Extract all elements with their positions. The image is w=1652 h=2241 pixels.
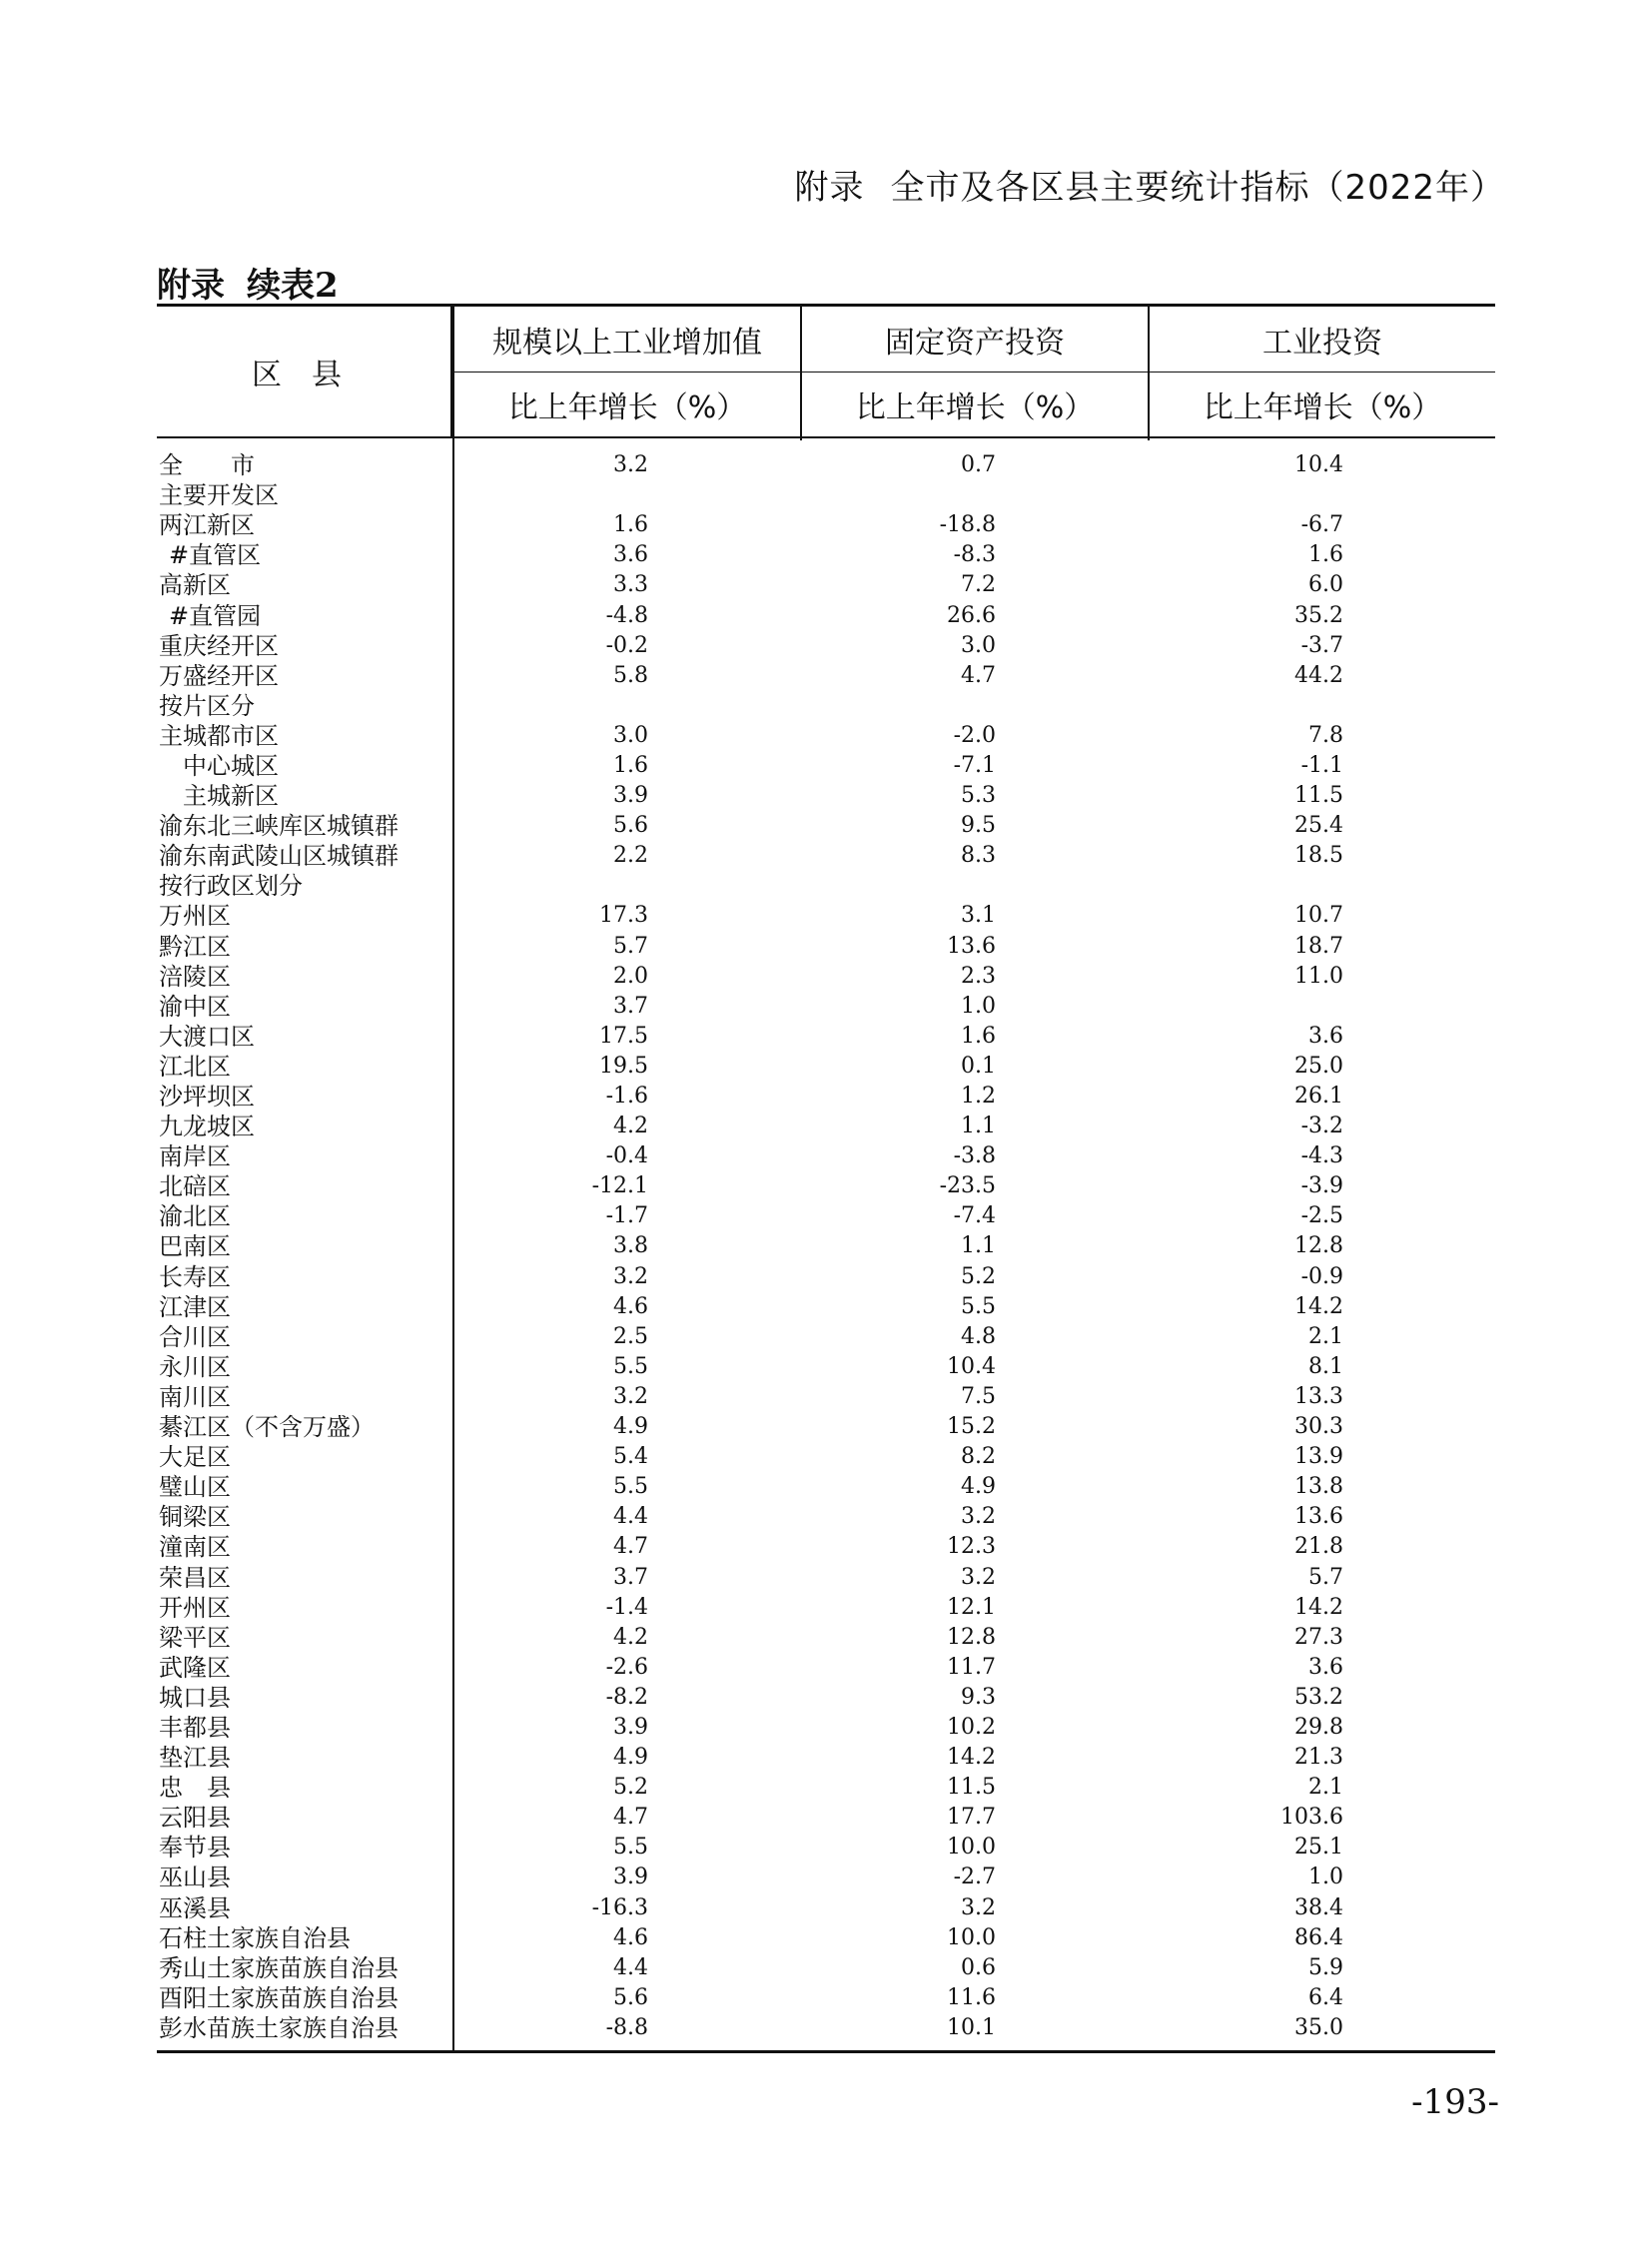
fixed-asset-investment-growth: 4.8: [961, 1323, 996, 1349]
industrial-value-added-growth: 3.9: [613, 1865, 648, 1890]
industrial-value-added-growth: 5.2: [613, 1775, 648, 1801]
table-row: [157, 1773, 1495, 1803]
district-name: 彭水苗族土家族自治县: [159, 2013, 399, 2042]
district-name: 万州区: [159, 902, 231, 931]
table-row: [157, 540, 1495, 570]
page-number: -193-: [1411, 2082, 1499, 2122]
industrial-value-added-growth: 5.5: [613, 1353, 648, 1379]
fixed-asset-investment-growth: 1.0: [961, 993, 996, 1019]
table-row: [157, 1532, 1495, 1562]
industrial-investment-growth: -6.7: [1300, 512, 1343, 538]
district-name: 高新区: [159, 571, 231, 600]
fixed-asset-investment-growth: 11.7: [947, 1654, 996, 1680]
industrial-investment-growth: -0.9: [1300, 1263, 1343, 1289]
industrial-investment-growth: 86.4: [1294, 1924, 1343, 1950]
district-name: 垫江县: [159, 1744, 231, 1773]
district-name: 奉节县: [159, 1834, 231, 1863]
industrial-investment-growth: 38.4: [1294, 1894, 1343, 1920]
district-name: 黔江区: [159, 932, 231, 961]
industrial-value-added-growth: 5.4: [613, 1444, 648, 1470]
district-name: 万盛经开区: [159, 661, 279, 690]
industrial-investment-growth: -3.9: [1300, 1173, 1343, 1199]
district-name: 秀山土家族苗族自治县: [159, 1953, 399, 1982]
table-row: [157, 1171, 1495, 1201]
table-row: [157, 1022, 1495, 1052]
table-row: [157, 1653, 1495, 1683]
fixed-asset-investment-growth: 3.0: [961, 632, 996, 658]
district-name: 主要开发区: [159, 481, 279, 510]
table-row: [157, 1082, 1495, 1112]
district-name: 忠 县: [159, 1774, 231, 1803]
table-row: [157, 1713, 1495, 1743]
fixed-asset-investment-growth: 9.5: [961, 813, 996, 839]
industrial-investment-growth: 53.2: [1294, 1684, 1343, 1710]
industrial-value-added-growth: 4.7: [613, 1534, 648, 1560]
table-row: [157, 932, 1495, 962]
industrial-investment-growth: 18.5: [1294, 843, 1343, 869]
fixed-asset-investment-growth: 9.3: [961, 1684, 996, 1710]
industrial-value-added-growth: -2.6: [605, 1654, 648, 1680]
industrial-investment-growth: 10.7: [1294, 903, 1343, 929]
column-divider: [1148, 307, 1150, 440]
table-title: [157, 258, 339, 307]
district-name: 开州区: [159, 1593, 231, 1622]
district-name: 九龙坡区: [159, 1113, 255, 1141]
industrial-investment-growth: 26.1: [1294, 1084, 1343, 1110]
fixed-asset-investment-growth: 8.3: [961, 843, 996, 869]
district-name: 渝北区: [159, 1202, 231, 1231]
industrial-value-added-growth: 4.9: [613, 1745, 648, 1771]
industrial-value-added-growth: -4.8: [605, 602, 648, 628]
table-row: [157, 1953, 1495, 1983]
industrial-value-added-growth: 3.8: [613, 1233, 648, 1259]
fixed-asset-investment-growth: 11.6: [947, 1984, 996, 2010]
table-row: [157, 871, 1495, 901]
column-header-industrial-investment: 工业投资: [1150, 307, 1495, 373]
table-row: [157, 1833, 1495, 1863]
industrial-value-added-growth: 4.2: [613, 1624, 648, 1650]
table-row: [157, 661, 1495, 691]
fixed-asset-investment-growth: 5.5: [961, 1293, 996, 1319]
fixed-asset-investment-growth: 10.4: [947, 1353, 996, 1379]
district-name: 潼南区: [159, 1533, 231, 1562]
district-name: #直管园: [169, 601, 262, 630]
industrial-value-added-growth: 4.6: [613, 1293, 648, 1319]
industrial-investment-growth: -3.7: [1300, 632, 1343, 658]
industrial-value-added-growth: 3.2: [613, 1263, 648, 1289]
district-name: 南川区: [159, 1382, 231, 1411]
fixed-asset-investment-growth: 4.7: [961, 662, 996, 688]
table-row: [157, 1623, 1495, 1653]
industrial-investment-growth: 12.8: [1294, 1233, 1343, 1259]
district-name: 主城新区: [183, 782, 279, 811]
industrial-value-added-growth: 5.6: [613, 1984, 648, 2010]
industrial-investment-growth: 25.0: [1294, 1053, 1343, 1079]
fixed-asset-investment-growth: 10.0: [947, 1835, 996, 1861]
industrial-investment-growth: 27.3: [1294, 1624, 1343, 1650]
industrial-investment-growth: -4.3: [1300, 1143, 1343, 1169]
industrial-investment-growth: 13.8: [1294, 1474, 1343, 1500]
fixed-asset-investment-growth: 12.8: [947, 1624, 996, 1650]
table-row: [157, 962, 1495, 992]
fixed-asset-investment-growth: 5.3: [961, 783, 996, 809]
fixed-asset-investment-growth: 0.1: [961, 1053, 996, 1079]
industrial-value-added-growth: 3.0: [613, 722, 648, 748]
fixed-asset-investment-growth: -2.0: [953, 722, 996, 748]
table-row: [157, 841, 1495, 871]
column-header-fixed-asset-investment: 固定资产投资: [802, 307, 1148, 373]
fixed-asset-investment-growth: 2.3: [961, 963, 996, 989]
table-row: [157, 1412, 1495, 1442]
table-row: [157, 1983, 1495, 2013]
fixed-asset-investment-growth: 13.6: [947, 933, 996, 959]
district-name: 巫溪县: [159, 1893, 231, 1922]
table-row: [157, 1683, 1495, 1713]
industrial-value-added-growth: -0.2: [605, 632, 648, 658]
district-name: 南岸区: [159, 1142, 231, 1171]
fixed-asset-investment-growth: 1.1: [961, 1114, 996, 1139]
industrial-value-added-growth: 19.5: [599, 1053, 648, 1079]
fixed-asset-investment-growth: -3.8: [953, 1143, 996, 1169]
industrial-value-added-growth: 5.8: [613, 662, 648, 688]
industrial-investment-growth: 14.2: [1294, 1594, 1343, 1620]
fixed-asset-investment-growth: 4.9: [961, 1474, 996, 1500]
district-name: 巴南区: [159, 1232, 231, 1261]
industrial-investment-growth: 7.8: [1308, 722, 1343, 748]
fixed-asset-investment-growth: -7.1: [953, 752, 996, 778]
industrial-value-added-growth: 17.5: [599, 1023, 648, 1049]
district-name: 城口县: [159, 1683, 231, 1712]
industrial-value-added-growth: 3.9: [613, 1714, 648, 1740]
fixed-asset-investment-growth: 15.2: [947, 1414, 996, 1440]
table-row: [157, 1262, 1495, 1292]
district-name: 渝中区: [159, 992, 231, 1021]
district-name: 璧山区: [159, 1473, 231, 1502]
industrial-value-added-growth: -1.4: [605, 1594, 648, 1620]
district-name: 两江新区: [159, 511, 255, 540]
table-row: [157, 1382, 1495, 1412]
industrial-value-added-growth: 4.9: [613, 1414, 648, 1440]
fixed-asset-investment-growth: 10.0: [947, 1924, 996, 1950]
running-header-title: 全市及各区县主要统计指标（2022年）: [890, 168, 1505, 208]
industrial-investment-growth: 1.0: [1308, 1865, 1343, 1890]
industrial-investment-growth: 35.0: [1294, 2014, 1343, 2040]
industrial-value-added-growth: 4.2: [613, 1114, 648, 1139]
industrial-value-added-growth: 2.2: [613, 843, 648, 869]
industrial-investment-growth: 13.9: [1294, 1444, 1343, 1470]
industrial-investment-growth: -3.2: [1300, 1114, 1343, 1139]
district-name: #直管区: [169, 541, 262, 570]
table-row: [157, 1141, 1495, 1171]
fixed-asset-investment-growth: 7.5: [961, 1383, 996, 1409]
district-name: 铜梁区: [159, 1503, 231, 1532]
district-name: 荣昌区: [159, 1563, 231, 1592]
table-row: [157, 1743, 1495, 1773]
industrial-value-added-growth: -8.8: [605, 2014, 648, 2040]
industrial-value-added-growth: 5.7: [613, 933, 648, 959]
district-name: 大足区: [159, 1443, 231, 1472]
fixed-asset-investment-growth: -7.4: [953, 1203, 996, 1229]
district-name: 沙坪坝区: [159, 1083, 255, 1112]
fixed-asset-investment-growth: 3.2: [961, 1894, 996, 1920]
industrial-investment-growth: 6.0: [1308, 572, 1343, 598]
industrial-investment-growth: 13.6: [1294, 1504, 1343, 1530]
industrial-value-added-growth: -0.4: [605, 1143, 648, 1169]
industrial-value-added-growth: 1.6: [613, 512, 648, 538]
table-title-name: 续表2: [247, 266, 339, 306]
fixed-asset-investment-growth: 10.2: [947, 1714, 996, 1740]
industrial-investment-growth: 29.8: [1294, 1714, 1343, 1740]
table-row: [157, 1502, 1495, 1532]
district-name: 綦江区（不含万盛）: [159, 1413, 375, 1442]
district-name: 按行政区划分: [159, 872, 303, 901]
column-divider: [800, 307, 802, 440]
district-name: 石柱土家族自治县: [159, 1923, 351, 1952]
table-row: [157, 901, 1495, 931]
district-name: 武隆区: [159, 1653, 231, 1682]
industrial-investment-growth: -1.1: [1300, 752, 1343, 778]
industrial-value-added-growth: 3.7: [613, 1564, 648, 1590]
industrial-investment-growth: 13.3: [1294, 1383, 1343, 1409]
fixed-asset-investment-growth: -18.8: [939, 512, 996, 538]
industrial-investment-growth: 11.5: [1294, 783, 1343, 809]
table-row: [157, 1593, 1495, 1623]
table-title-prefix: 附录: [157, 266, 225, 306]
industrial-investment-growth: 8.1: [1308, 1353, 1343, 1379]
district-name: 江津区: [159, 1292, 231, 1321]
district-name: 渝东南武陵山区城镇群: [159, 842, 399, 871]
district-name: 梁平区: [159, 1623, 231, 1652]
district-name: 主城都市区: [159, 721, 279, 750]
column-header-industrial-value-added: 规模以上工业增加值: [454, 307, 800, 373]
industrial-investment-growth: 25.1: [1294, 1835, 1343, 1861]
industrial-value-added-growth: 17.3: [599, 903, 648, 929]
industrial-investment-growth: 2.1: [1308, 1323, 1343, 1349]
industrial-investment-growth: 3.6: [1308, 1023, 1343, 1049]
table-row: [157, 1231, 1495, 1261]
industrial-value-added-growth: 4.7: [613, 1805, 648, 1831]
table-row: [157, 1201, 1495, 1231]
table-row: [157, 1923, 1495, 1953]
district-name: 渝东北三峡库区城镇群: [159, 812, 399, 841]
fixed-asset-investment-growth: -2.7: [953, 1865, 996, 1890]
industrial-value-added-growth: 3.2: [613, 452, 648, 478]
industrial-value-added-growth: 5.5: [613, 1474, 648, 1500]
district-name: 重庆经开区: [159, 631, 279, 660]
industrial-investment-growth: 6.4: [1308, 1984, 1343, 2010]
industrial-value-added-growth: 4.4: [613, 1504, 648, 1530]
industrial-value-added-growth: -8.2: [605, 1684, 648, 1710]
district-name: 云阳县: [159, 1804, 231, 1833]
district-name: 丰都县: [159, 1713, 231, 1742]
industrial-investment-growth: 103.6: [1280, 1805, 1343, 1831]
fixed-asset-investment-growth: 8.2: [961, 1444, 996, 1470]
table-row: [157, 510, 1495, 540]
column-subheader-growth-2: 比上年增长（%）: [802, 373, 1148, 438]
industrial-investment-growth: 30.3: [1294, 1414, 1343, 1440]
table-row: [157, 1112, 1495, 1141]
industrial-value-added-growth: 2.0: [613, 963, 648, 989]
table-body: [157, 450, 1495, 2043]
table-row: [157, 721, 1495, 751]
district-name: 按片区分: [159, 691, 255, 720]
column-subheader-growth-1: 比上年增长（%）: [454, 373, 800, 438]
table-row: [157, 1322, 1495, 1352]
fixed-asset-investment-growth: 1.1: [961, 1233, 996, 1259]
table-row: [157, 1893, 1495, 1923]
industrial-investment-growth: 44.2: [1294, 662, 1343, 688]
industrial-investment-growth: 11.0: [1294, 963, 1343, 989]
industrial-investment-growth: 25.4: [1294, 813, 1343, 839]
industrial-investment-growth: 10.4: [1294, 452, 1343, 478]
fixed-asset-investment-growth: 3.2: [961, 1564, 996, 1590]
industrial-investment-growth: -2.5: [1300, 1203, 1343, 1229]
fixed-asset-investment-growth: -8.3: [953, 542, 996, 568]
district-name: 大渡口区: [159, 1022, 255, 1051]
industrial-investment-growth: 21.3: [1294, 1745, 1343, 1771]
table-row: [157, 1472, 1495, 1502]
table-row: [157, 600, 1495, 630]
table-row: [157, 751, 1495, 781]
district-name: 长寿区: [159, 1262, 231, 1291]
industrial-value-added-growth: 1.6: [613, 752, 648, 778]
fixed-asset-investment-growth: 0.7: [961, 452, 996, 478]
district-name: 中心城区: [183, 751, 279, 780]
industrial-value-added-growth: 3.7: [613, 993, 648, 1019]
industrial-value-added-growth: 3.2: [613, 1383, 648, 1409]
table-row: [157, 992, 1495, 1022]
industrial-value-added-growth: -1.6: [605, 1084, 648, 1110]
industrial-value-added-growth: -1.7: [605, 1203, 648, 1229]
table-row: [157, 781, 1495, 811]
table-row: [157, 1442, 1495, 1472]
district-name: 北碚区: [159, 1172, 231, 1201]
district-name: 永川区: [159, 1352, 231, 1381]
industrial-value-added-growth: -12.1: [591, 1173, 648, 1199]
table-row: [157, 1292, 1495, 1322]
industrial-investment-growth: 2.1: [1308, 1775, 1343, 1801]
fixed-asset-investment-growth: 3.2: [961, 1504, 996, 1530]
fixed-asset-investment-growth: 10.1: [947, 2014, 996, 2040]
industrial-investment-growth: 3.6: [1308, 1654, 1343, 1680]
industrial-value-added-growth: -16.3: [591, 1894, 648, 1920]
table-row: [157, 480, 1495, 510]
fixed-asset-investment-growth: 14.2: [947, 1745, 996, 1771]
district-name: 全 市: [159, 451, 255, 480]
fixed-asset-investment-growth: 1.6: [961, 1023, 996, 1049]
table-row: [157, 1052, 1495, 1082]
fixed-asset-investment-growth: 7.2: [961, 572, 996, 598]
table-row: [157, 691, 1495, 721]
fixed-asset-investment-growth: 0.6: [961, 1954, 996, 1980]
industrial-value-added-growth: 5.6: [613, 813, 648, 839]
industrial-investment-growth: 35.2: [1294, 602, 1343, 628]
table-row: [157, 1352, 1495, 1382]
fixed-asset-investment-growth: 1.2: [961, 1084, 996, 1110]
table-row: [157, 811, 1495, 841]
industrial-investment-growth: 5.7: [1308, 1564, 1343, 1590]
fixed-asset-investment-growth: 12.3: [947, 1534, 996, 1560]
fixed-asset-investment-growth: 12.1: [947, 1594, 996, 1620]
fixed-asset-investment-growth: 17.7: [947, 1805, 996, 1831]
running-header-section: 附录: [794, 168, 865, 208]
column-subheader-growth-3: 比上年增长（%）: [1150, 373, 1495, 438]
running-header: [794, 160, 1505, 209]
industrial-value-added-growth: 2.5: [613, 1323, 648, 1349]
fixed-asset-investment-growth: 26.6: [947, 602, 996, 628]
industrial-value-added-growth: 4.6: [613, 1924, 648, 1950]
industrial-value-added-growth: 4.4: [613, 1954, 648, 1980]
table-row: [157, 450, 1495, 480]
industrial-investment-growth: 18.7: [1294, 933, 1343, 959]
table-row: [157, 1562, 1495, 1592]
industrial-value-added-growth: 3.3: [613, 572, 648, 598]
fixed-asset-investment-growth: -23.5: [939, 1173, 996, 1199]
district-name: 涪陵区: [159, 962, 231, 991]
industrial-value-added-growth: 3.9: [613, 783, 648, 809]
table-row: [157, 2013, 1495, 2043]
district-column-header: 区县: [157, 307, 452, 438]
industrial-value-added-growth: 5.5: [613, 1835, 648, 1861]
district-name: 合川区: [159, 1322, 231, 1351]
industrial-investment-growth: 21.8: [1294, 1534, 1343, 1560]
table-row: [157, 631, 1495, 661]
fixed-asset-investment-growth: 5.2: [961, 1263, 996, 1289]
district-name: 江北区: [159, 1052, 231, 1081]
industrial-investment-growth: 5.9: [1308, 1954, 1343, 1980]
industrial-value-added-growth: 3.6: [613, 542, 648, 568]
table-row: [157, 1803, 1495, 1833]
district-name: 酉阳土家族苗族自治县: [159, 1983, 399, 2012]
fixed-asset-investment-growth: 3.1: [961, 903, 996, 929]
fixed-asset-investment-growth: 11.5: [947, 1775, 996, 1801]
statistics-table: [157, 304, 1495, 2053]
industrial-investment-growth: 14.2: [1294, 1293, 1343, 1319]
district-name: 巫山县: [159, 1864, 231, 1892]
industrial-investment-growth: 1.6: [1308, 542, 1343, 568]
table-row: [157, 570, 1495, 600]
table-row: [157, 1863, 1495, 1892]
